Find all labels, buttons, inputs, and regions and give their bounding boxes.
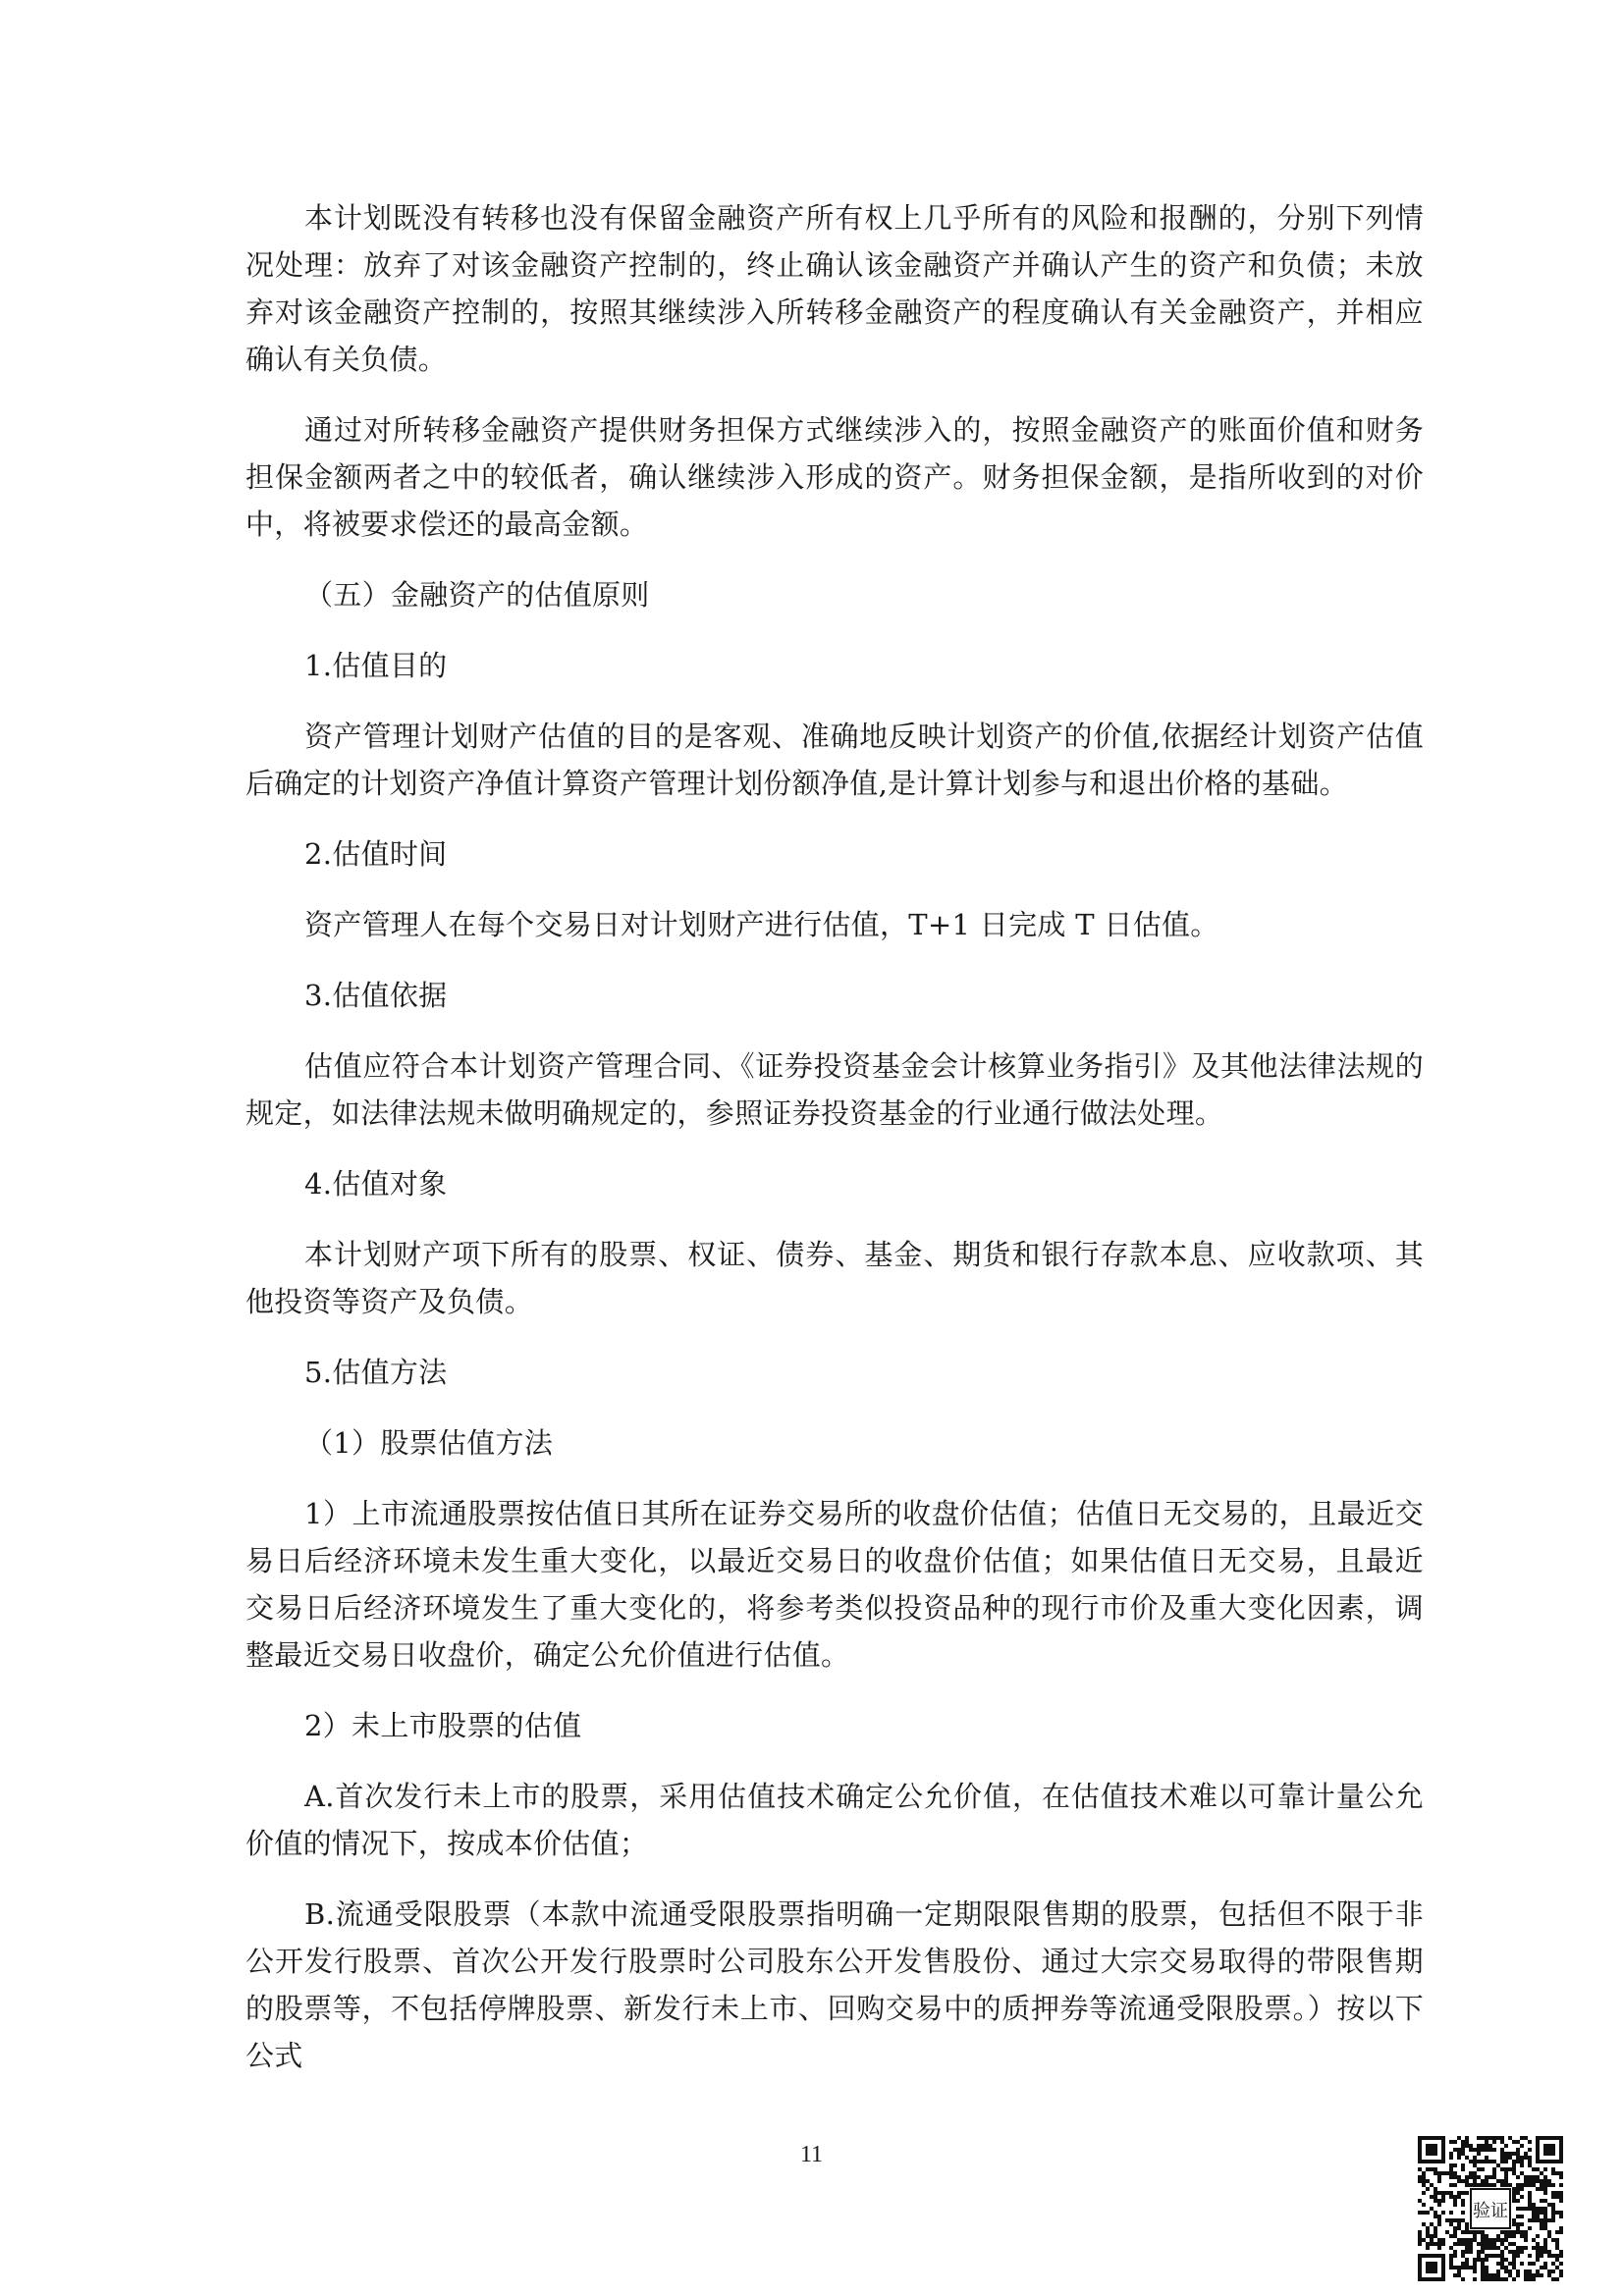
document-body <box>245 194 1424 2103</box>
section-heading-valuation-principles: （五）金融资产的估值原则 <box>304 578 650 612</box>
paragraph-listed-stocks: 1）上市流通股票按估值日其所在证券交易所的收盘价估值；估值日无交易的，且最近交易日后经济环境未发生重大变化，以最近交易日的收盘价估值；如果估值日无交易，且最近交易日后经济环境发生了重大变化的，将参考类似投资品种的现行市价及重大变化因素，调整最近交易日收盘价，确定公允价值进行估值。 <box>245 1497 1424 1672</box>
paragraph-ipo-stocks: A.首次发行未上市的股票，采用估值技术确定公允价值，在估值技术难以可靠计量公允价值的情况下，按成本价估值； <box>245 1780 1424 1860</box>
subheading-valuation-purpose: 1.估值目的 <box>304 649 448 682</box>
subheading-valuation-methods: 5.估值方法 <box>304 1356 448 1389</box>
qr-center-label: 验证 <box>1473 2201 1508 2221</box>
subheading-unlisted-stocks: 2）未上市股票的估值 <box>304 1709 582 1742</box>
verification-qr-code <box>1418 2136 1563 2281</box>
page-number: 11 <box>799 2142 824 2167</box>
paragraph-valuation-basis: 估值应符合本计划资产管理合同、《证券投资基金会计核算业务指引》及其他法律法规的规定，如法律法规未做明确规定的，参照证券投资基金的行业通行做法处理。 <box>245 1049 1424 1130</box>
paragraph-restricted-stocks: B.流通受限股票（本款中流通受限股票指明确一定期限限售期的股票，包括但不限于非公开发行股票、首次公开发行股票时公司股东公开发售股份、通过大宗交易取得的带限售期的股票等，不包括停牌股票、新发行未上市、回购交易中的质押券等流通受限股票。）按以下公式 <box>245 1897 1424 2072</box>
subheading-valuation-basis: 3.估值依据 <box>304 979 448 1012</box>
paragraph-valuation-objects: 本计划财产项下所有的股票、权证、债券、基金、期货和银行存款本息、应收款项、其他投资等资产及负债。 <box>245 1238 1424 1318</box>
paragraph-valuation-time: 资产管理人在每个交易日对计划财产进行估值，T+1 日完成 T 日估值。 <box>304 908 1219 941</box>
paragraph-financial-guarantee: 通过对所转移金融资产提供财务担保方式继续涉入的，按照金融资产的账面价值和财务担保金额两者之中的较低者，确认继续涉入形成的资产。财务担保金额，是指所收到的对价中，将被要求偿还的最高金额。 <box>245 413 1424 541</box>
subheading-valuation-time: 2.估值时间 <box>304 837 448 871</box>
paragraph-valuation-purpose: 资产管理计划财产估值的目的是客观、准确地反映计划资产的价值,依据经计划资产估值后确定的计划资产净值计算资产管理计划份额净值,是计算计划参与和退出价格的基础。 <box>245 720 1424 800</box>
subheading-valuation-objects: 4.估值对象 <box>304 1167 448 1201</box>
subheading-stock-valuation: （1）股票估值方法 <box>304 1426 554 1460</box>
paragraph-transfer-risk: 本计划既没有转移也没有保留金融资产所有权上几乎所有的风险和报酬的，分别下列情况处理：放弃了对该金融资产控制的，终止确认该金融资产并确认产生的资产和负债；未放弃对该金融资产控制的，按照其继续涉入所转移金融资产的程度确认有关金融资产，并相应确认有关负债。 <box>245 201 1424 376</box>
